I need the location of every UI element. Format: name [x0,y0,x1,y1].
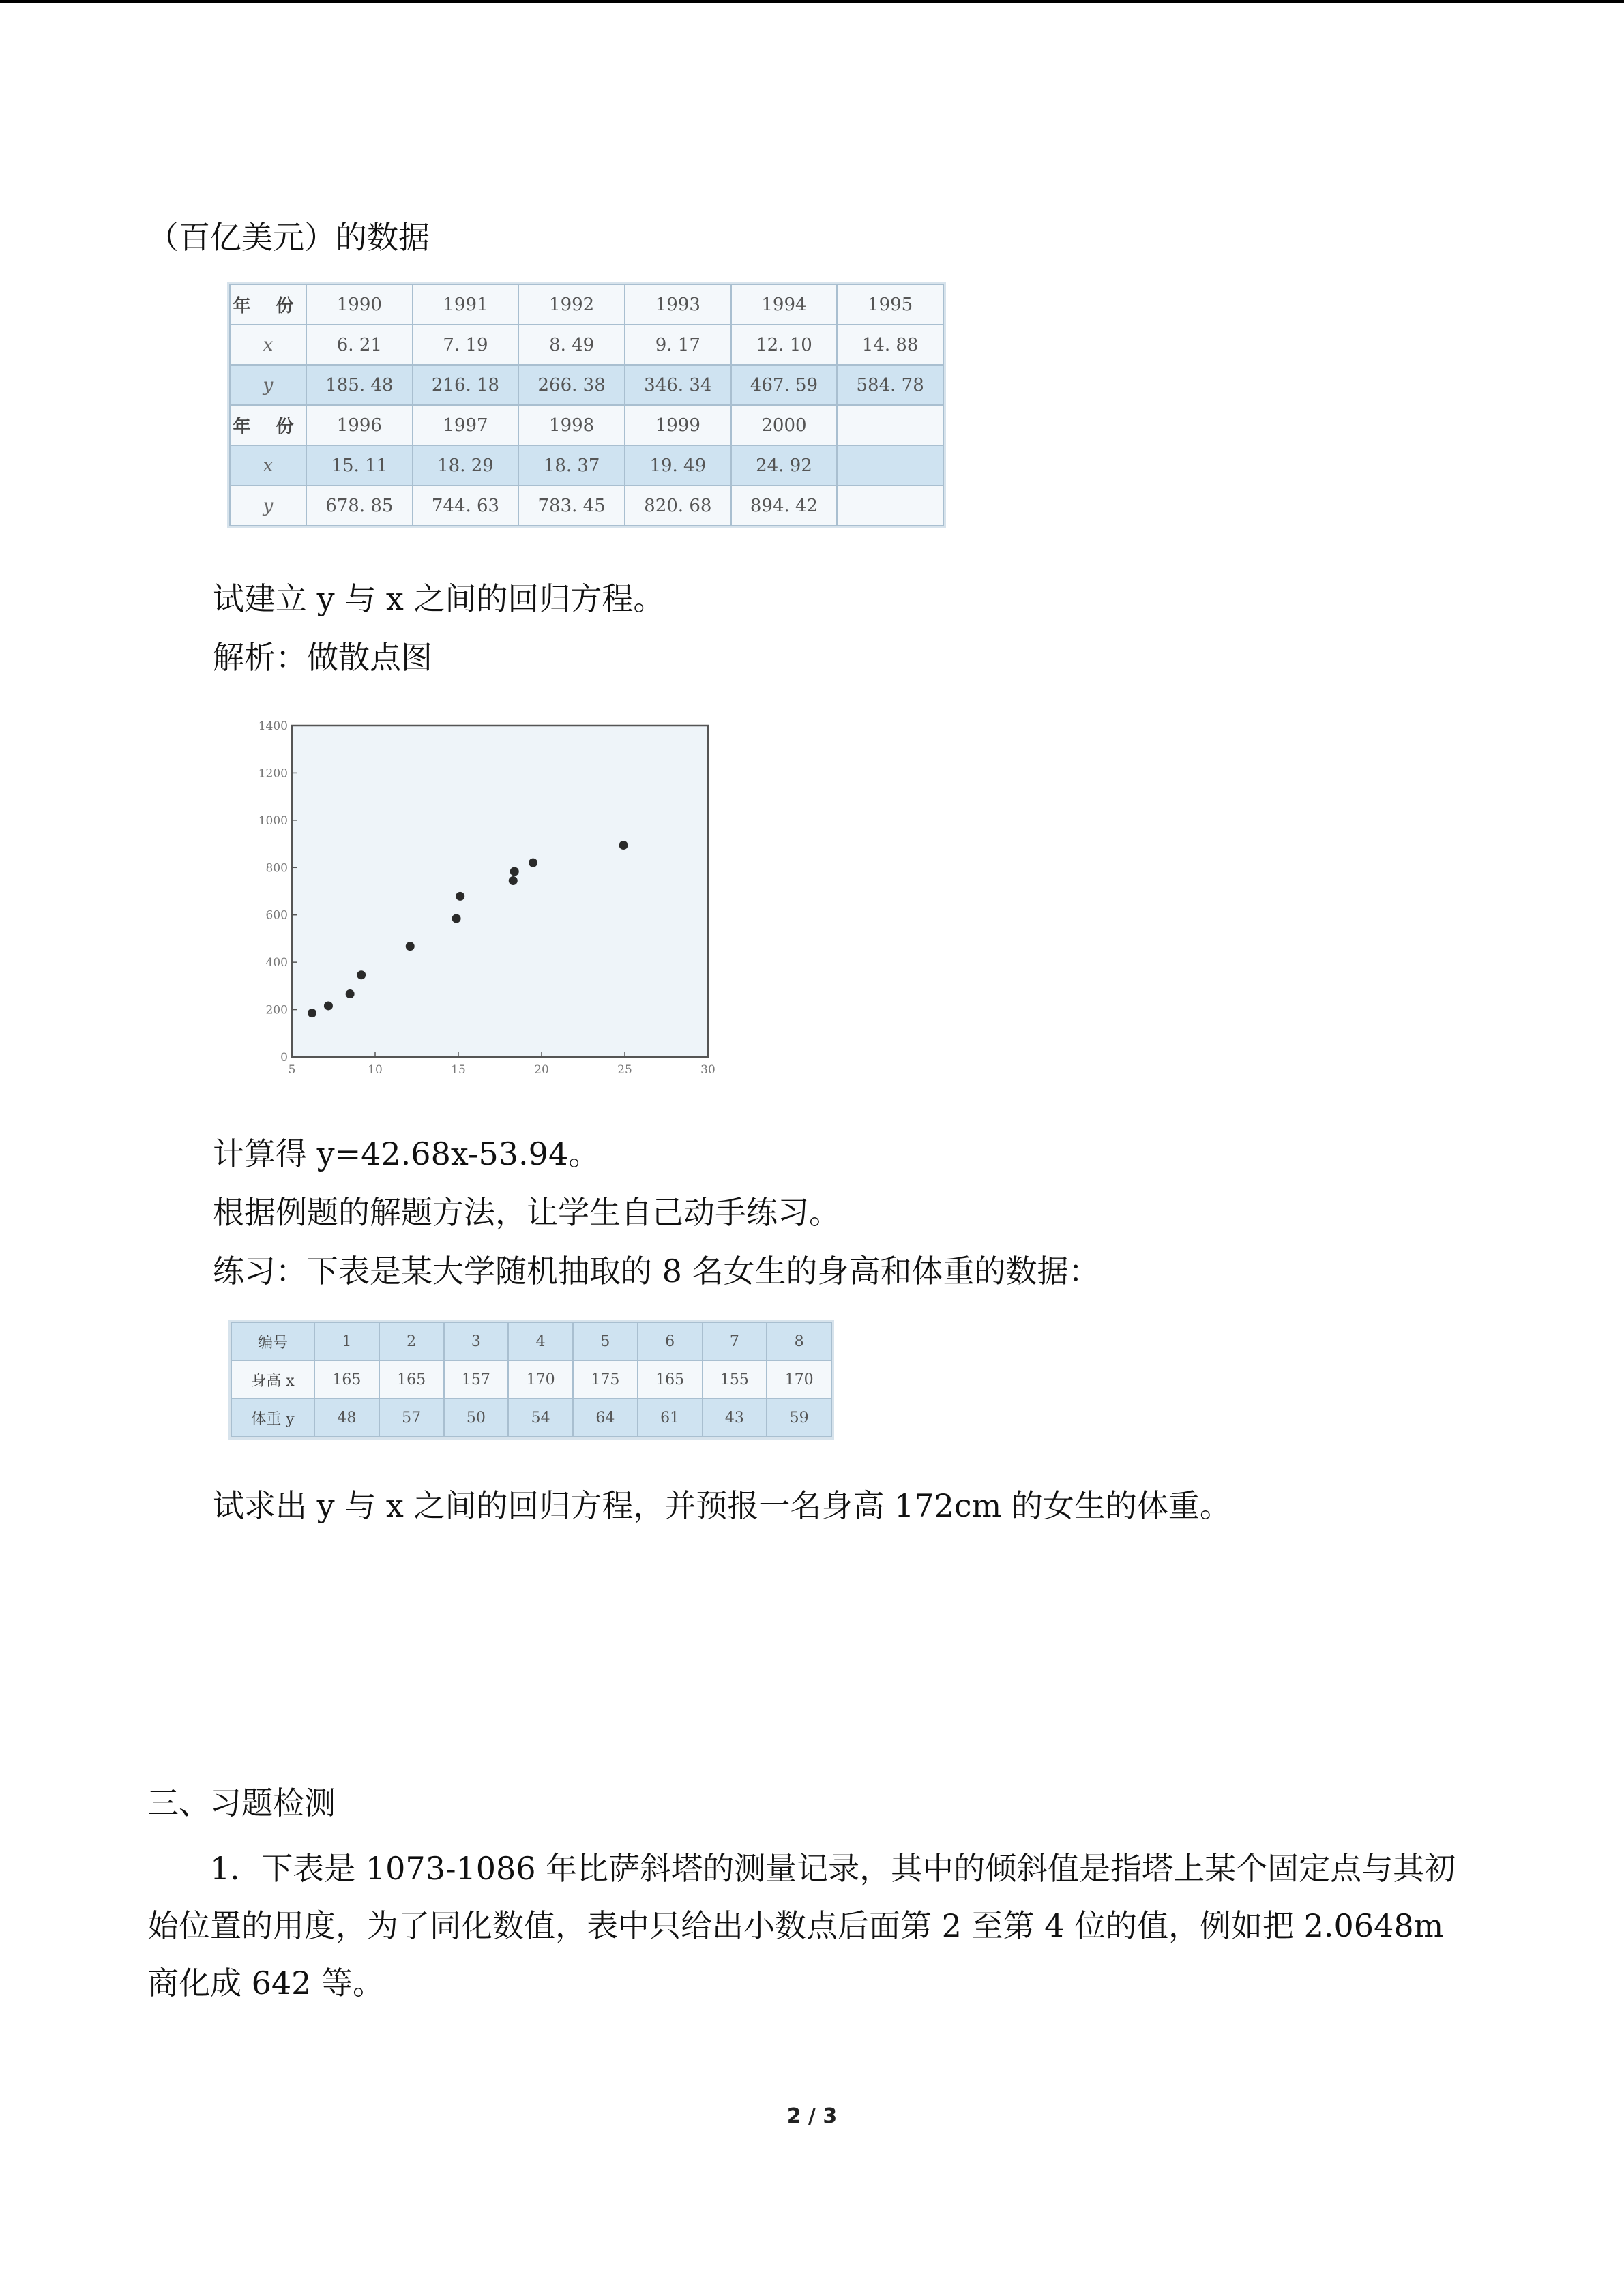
table-cell [837,445,943,486]
table-cell: 61 [638,1399,703,1437]
table-cell: 9. 17 [625,325,731,365]
table-cell: 216. 18 [413,365,519,405]
page-number: 2 / 3 [786,2104,838,2128]
scatter-chart-svg [202,709,727,1077]
data-point [529,859,537,867]
y-tick-label: 400 [265,956,288,970]
table-cell: 4 [508,1322,573,1360]
table-cell: 8 [767,1322,831,1360]
table-cell: 185. 48 [306,365,413,405]
id-header: 编号 [231,1322,314,1360]
y-tick-label: 0 [280,1051,288,1064]
y-tick-label: 1200 [258,766,288,781]
year-header: 年 份 [230,284,306,325]
table-cell: 1999 [625,405,731,445]
y-tick-label: 200 [265,1003,288,1017]
table-cell: 1996 [306,405,413,445]
table-row [230,486,943,526]
weight-header: 体重 y [231,1399,314,1437]
data-table-gdp [229,284,944,526]
table-cell: 1 [314,1322,379,1360]
table-cell: 894. 42 [731,486,838,526]
y-row-label: y [230,486,306,526]
table-cell: 7. 19 [413,325,519,365]
table-cell: 1994 [731,284,838,325]
table-row [230,325,943,365]
table-cell: 1990 [306,284,413,325]
table-cell: 6 [638,1322,703,1360]
intro-line: （百亿美元）的数据 [147,219,430,256]
table-cell [837,405,943,445]
data-point [510,867,519,876]
y-row-label: y [230,365,306,405]
table-row [230,284,943,325]
table-cell: 170 [508,1360,573,1399]
x-tick-label: 20 [534,1063,549,1077]
analysis-line: 解析：做散点图 [213,639,432,676]
table-cell: 43 [703,1399,767,1437]
table-cell: 170 [767,1360,831,1399]
data-point [357,970,366,979]
table-cell: 165 [638,1360,703,1399]
data-point [324,1001,333,1010]
practice-line: 练习：下表是某大学随机抽取的 8 名女生的身高和体重的数据： [213,1253,1100,1289]
table-cell: 165 [314,1360,379,1399]
table-cell: 54 [508,1399,573,1437]
table-cell: 2000 [731,405,838,445]
table-cell: 7 [703,1322,767,1360]
height-header: 身高 x [231,1360,314,1399]
table-cell: 1991 [413,284,519,325]
x-tick-label: 25 [617,1063,632,1077]
table-cell: 64 [573,1399,638,1437]
y-tick-label: 600 [265,908,288,923]
data-point [452,914,461,923]
y-tick-label: 1400 [258,719,288,733]
section-heading: 三、习题检测 [147,1785,336,1821]
table-cell: 59 [767,1399,831,1437]
table-cell: 346. 34 [625,365,731,405]
data-point [406,942,415,951]
table-cell: 8. 49 [518,325,625,365]
x-row-label: x [230,445,306,486]
table-row [231,1399,831,1437]
page-top-rule [0,0,1624,3]
table-cell: 14. 88 [837,325,943,365]
table-row [230,365,943,405]
table-cell: 584. 78 [837,365,943,405]
method-line: 根据例题的解题方法，让学生自己动手练习。 [213,1194,840,1231]
data-point [346,989,355,998]
table-cell: 24. 92 [731,445,838,486]
table-row [230,445,943,486]
table-cell: 1993 [625,284,731,325]
table-cell: 1995 [837,284,943,325]
table-cell: 175 [573,1360,638,1399]
question-line: 试求出 y 与 x 之间的回归方程，并预报一名身高 172cm 的女生的体重。 [213,1487,1231,1524]
scatter-chart [202,709,727,1077]
plot-area [292,726,708,1057]
table-cell: 266. 38 [518,365,625,405]
data-point [509,876,518,885]
table-cell: 165 [379,1360,444,1399]
table-cell: 467. 59 [731,365,838,405]
table-cell: 157 [444,1360,509,1399]
table-cell: 12. 10 [731,325,838,365]
table-row [230,405,943,445]
table-cell: 820. 68 [625,486,731,526]
table-cell: 19. 49 [625,445,731,486]
table-cell: 783. 45 [518,486,625,526]
table-cell: 57 [379,1399,444,1437]
table-row [231,1322,831,1360]
y-tick-label: 1000 [258,814,288,828]
exercise-1-text: 1．下表是 1073-1086 年比萨斜塔的测量记录，其中的倾斜值是指塔上某个固定点与其初始位置的用度，为了同化数值，表中只给出小数点后面第 2 至第 4 位的值，例如把 2.0648m 商化成 642 等。 [147,1850,1456,2001]
table-cell: 2 [379,1322,444,1360]
table-cell: 1997 [413,405,519,445]
table-cell: 15. 11 [306,445,413,486]
data-point [456,892,464,901]
x-row-label: x [230,325,306,365]
task-line: 试建立 y 与 x 之间的回归方程。 [213,580,665,617]
table-row [231,1360,831,1399]
table-cell: 50 [444,1399,509,1437]
year-header: 年 份 [230,405,306,445]
result-line: 计算得 y=42.68x-53.94。 [213,1135,600,1172]
table-cell: 48 [314,1399,379,1437]
x-tick-label: 10 [368,1063,383,1077]
table-cell: 18. 37 [518,445,625,486]
table-cell: 1992 [518,284,625,325]
x-tick-label: 30 [700,1063,715,1077]
table-cell: 744. 63 [413,486,519,526]
data-table-height-weight [231,1322,832,1437]
x-tick-label: 15 [451,1063,466,1077]
data-point [308,1009,316,1017]
table-cell: 1998 [518,405,625,445]
table-cell: 18. 29 [413,445,519,486]
table-cell: 3 [444,1322,509,1360]
table-cell: 678. 85 [306,486,413,526]
x-tick-label: 5 [288,1063,296,1077]
data-point [619,841,628,850]
table-cell [837,486,943,526]
table-cell: 5 [573,1322,638,1360]
y-tick-label: 800 [265,861,288,876]
table-cell: 155 [703,1360,767,1399]
table-cell: 6. 21 [306,325,413,365]
